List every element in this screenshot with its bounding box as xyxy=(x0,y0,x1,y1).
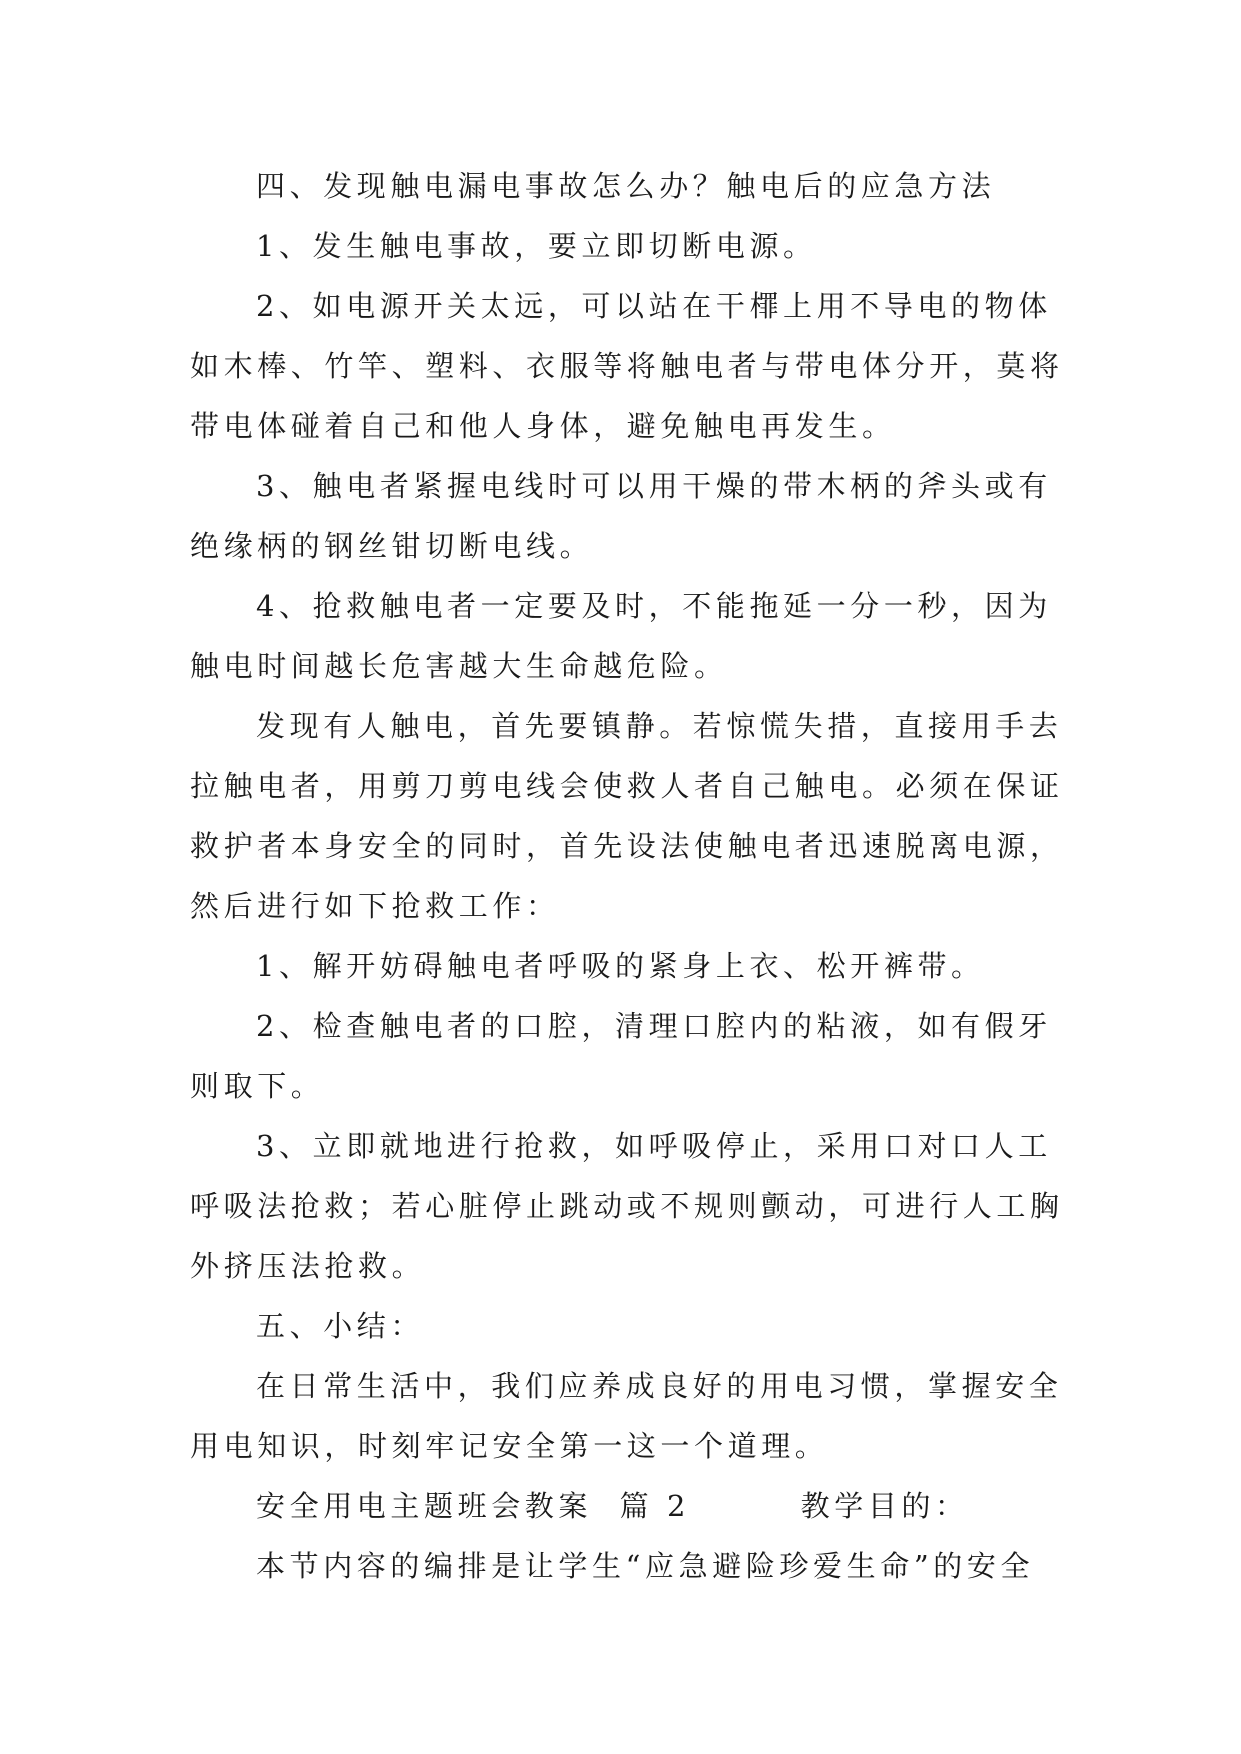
paragraph-line: 带电体碰着自己和他人身体，避免触电再发生。 xyxy=(190,409,896,443)
paragraph-line: 然后进行如下抢救工作： xyxy=(190,889,560,923)
paragraph-line: 如木棒、竹竿、塑料、衣服等将触电者与带电体分开，莫将 xyxy=(190,349,1064,383)
paragraph-line: 在日常生活中，我们应养成良好的用电习惯，掌握安全 xyxy=(256,1369,1063,1403)
paragraph-line: 3、立即就地进行抢救，如呼吸停止，采用口对口人工 xyxy=(256,1129,1052,1163)
paragraph-line: 呼吸法抢救；若心脏停止跳动或不规则颤动，可进行人工胸 xyxy=(190,1189,1064,1223)
section-heading-emergency: 四、发现触电漏电事故怎么办？触电后的应急方法 xyxy=(256,169,996,203)
paragraph-line: 用电知识，时刻牢记安全第一这一个道理。 xyxy=(190,1429,829,1463)
lesson-plan-title: 安全用电主题班会教案 篇 2 教学目的： xyxy=(256,1489,969,1523)
section-heading-summary: 五、小结： xyxy=(256,1309,425,1343)
paragraph-line: 发现有人触电，首先要镇静。若惊慌失措，直接用手去 xyxy=(256,709,1063,743)
paragraph-line: 4、抢救触电者一定要及时，不能拖延一分一秒，因为 xyxy=(256,589,1052,623)
paragraph-line: 2、如电源开关太远，可以站在干檌上用不导电的物体 xyxy=(256,289,1052,323)
paragraph-line: 2、检查触电者的口腔，清理口腔内的粘液，如有假牙 xyxy=(256,1009,1052,1043)
paragraph-line: 拉触电者，用剪刀剪电线会使救人者自己触电。必须在保证 xyxy=(190,769,1064,803)
paragraph-line: 触电时间越长危害越大生命越危险。 xyxy=(190,649,728,683)
paragraph-line: 1、解开妨碍触电者呼吸的紧身上衣、松开裤带。 xyxy=(256,949,985,983)
paragraph-line: 3、触电者紧握电线时可以用干燥的带木柄的斧头或有 xyxy=(256,469,1052,503)
paragraph-line: 外挤压法抢救。 xyxy=(190,1249,426,1283)
paragraph-line: 救护者本身安全的同时，首先设法使触电者迅速脱离电源， xyxy=(190,829,1064,863)
paragraph-line: 1、发生触电事故，要立即切断电源。 xyxy=(256,229,817,263)
paragraph-line: 绝缘柄的钢丝钳切断电线。 xyxy=(190,529,594,563)
paragraph-line: 本节内容的编排是让学生“应急避险珍爱生命”的安全 xyxy=(256,1549,1035,1583)
paragraph-line: 则取下。 xyxy=(190,1069,325,1103)
